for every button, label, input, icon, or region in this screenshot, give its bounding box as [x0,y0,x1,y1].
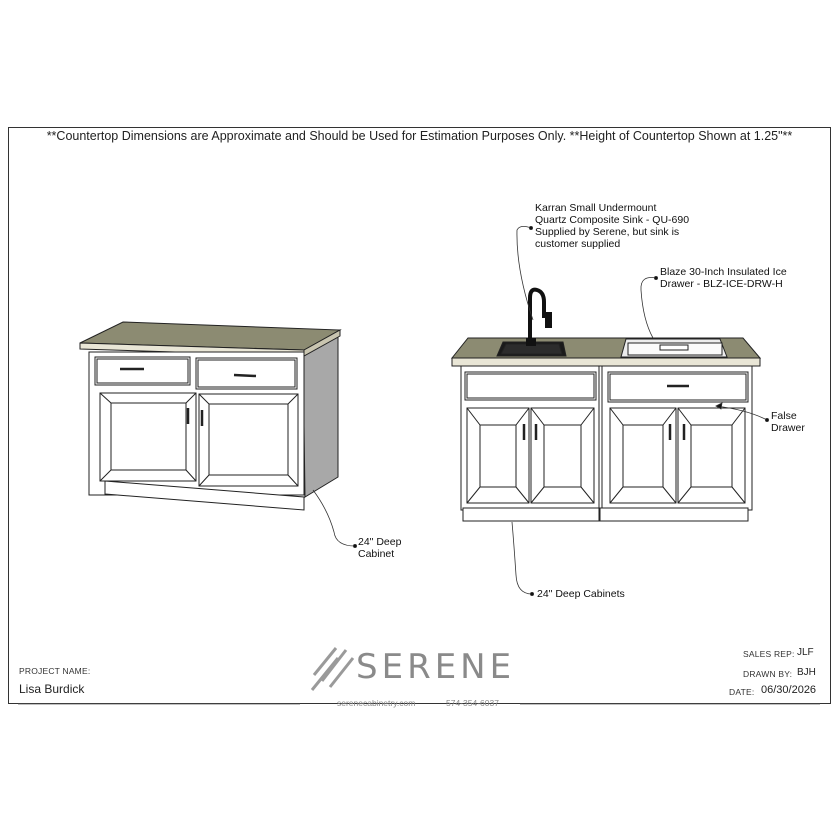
serene-logo-mark [312,648,353,690]
left-cabinet-callout: 24" Deep Cabinet [358,536,402,560]
drawn-by-label: DRAWN BY: [743,669,793,679]
project-name-label: PROJECT NAME: [19,666,91,676]
right-drawer-1 [465,372,596,400]
right-cabinets-callout: 24" Deep Cabinets [537,588,625,600]
right-door-4 [678,408,745,503]
date-value: 06/30/2026 [761,684,817,696]
phone-text: 574-354-6037 [446,698,499,708]
date-label: DATE: [729,687,755,697]
right-door-2 [531,408,594,503]
disclaimer-note: **Countertop Dimensions are Approximate and Should be Used for Estimation Purposes Only. **Height of Countertop Shown at 1.25"** [46,129,793,143]
right-countertop-edge [452,358,760,366]
website-text: serenecabinetry.com [337,698,416,708]
false-drawer-callout: False Drawer [771,410,805,434]
brand-logo-text: SERENE [356,647,516,687]
left-door-1 [100,393,196,481]
left-cabinet-side [303,337,338,497]
drawn-by-value: BJH [797,667,816,678]
project-name-value: Lisa Burdick [19,682,85,696]
sales-rep-value: JLF [797,647,814,658]
ice-drawer-callout: Blaze 30-Inch Insulated Ice Drawer - BLZ-ICE-DRW-H [660,266,787,290]
sales-rep-label: SALES REP: [743,649,795,659]
right-cabinets [452,290,760,521]
left-drawer-2 [196,358,297,389]
right-toe-kick [463,508,599,521]
right-door-1 [467,408,529,503]
right-door-3 [610,408,676,503]
left-drawer-1 [95,357,190,385]
sink-callout: Karran Small Undermount Quartz Composite Sink - QU-690 Supplied by Serene, but sink is customer supplied [535,202,690,250]
left-door-2 [199,394,298,486]
left-cabinet [80,322,340,510]
